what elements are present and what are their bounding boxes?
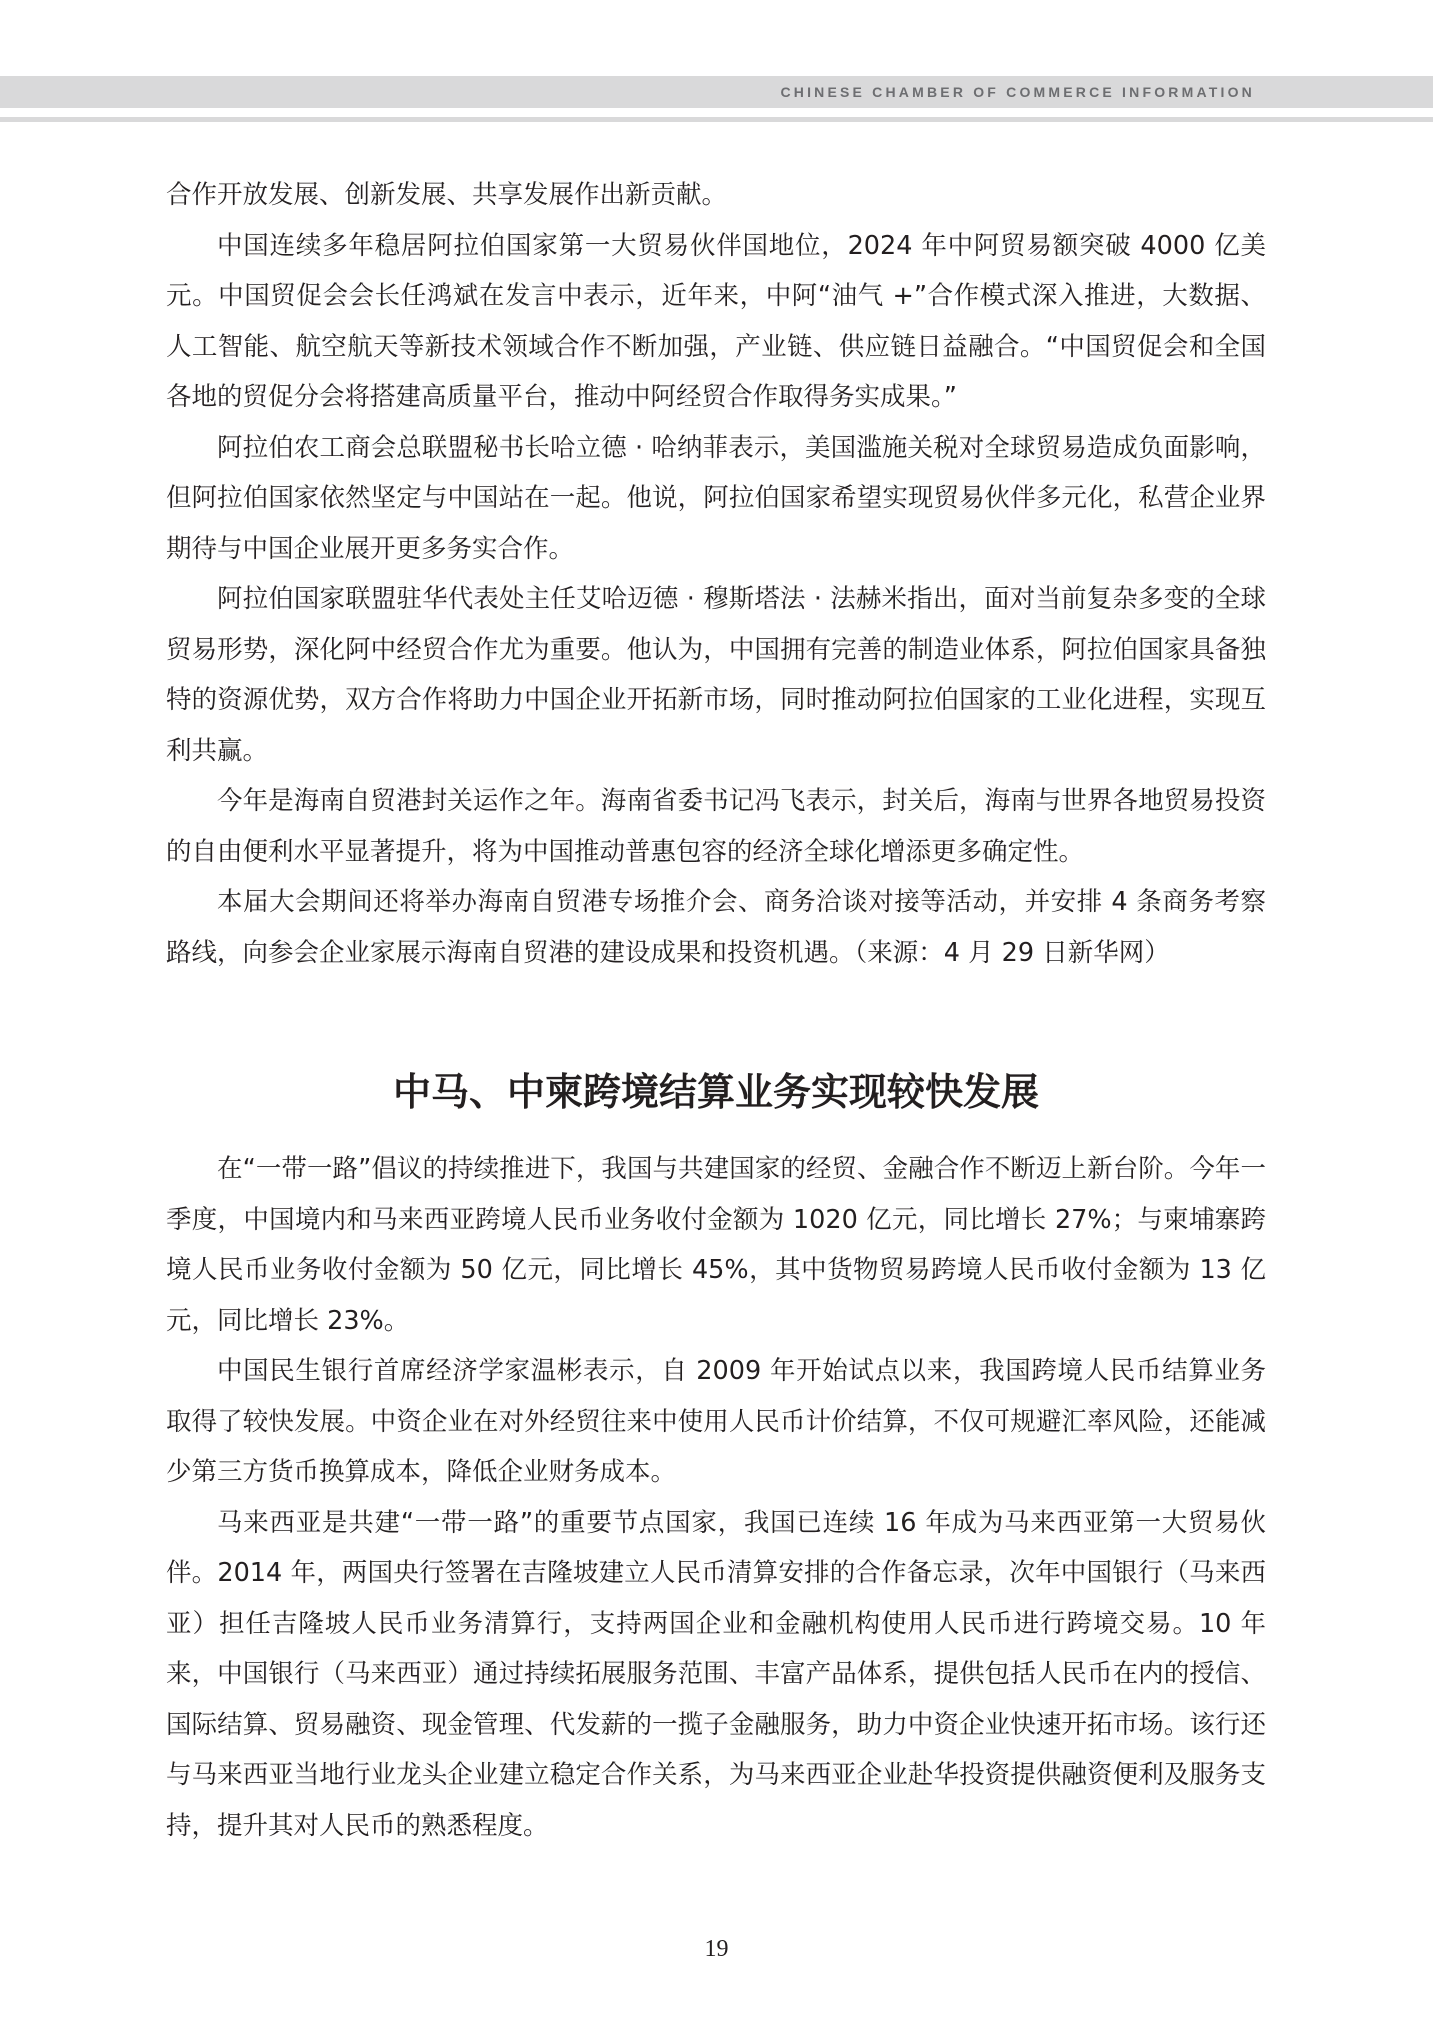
page-number: 19 — [704, 1936, 729, 1962]
paragraph: 阿拉伯农工商会总联盟秘书长哈立德 · 哈纳菲表示，美国滥施关税对全球贸易造成负面影响，但阿拉伯国家依然坚定与中国站在一起。他说，阿拉伯国家希望实现贸易伙伴多元化，私营企业界期待与中国企业展开更多务实合作。 — [166, 432, 1266, 564]
publication-header: CHINESE CHAMBER OF COMMERCE INFORMATION — [780, 84, 1255, 100]
paragraph: 今年是海南自贸港封关运作之年。海南省委书记冯飞表示，封关后，海南与世界各地贸易投资的自由便利水平显著提升，将为中国推动普惠包容的经济全球化增添更多确定性。 — [166, 786, 1266, 867]
article-body — [166, 1144, 1266, 1851]
paragraph: 在“一带一路”倡议的持续推进下，我国与共建国家的经贸、金融合作不断迈上新台阶。今年一季度，中国境内和马来西亚跨境人民币业务收付金额为 1020 亿元，同比增长 27%；与柬埔寨跨境人民币业务收付金额为 50 亿元，同比增长 45%，其中货物贸易跨境人民币收付金额为 13 亿元，同比增长 23%。 — [166, 1154, 1266, 1336]
article-continuation — [166, 170, 1266, 978]
header-rule — [0, 117, 1433, 122]
paragraph: 中国连续多年稳居阿拉伯国家第一大贸易伙伴国地位，2024 年中阿贸易额突破 4000 亿美元。中国贸促会会长任鸿斌在发言中表示，近年来，中阿“油气 +”合作模式深入推进，大数据、人工智能、航空航天等新技术领域合作不断加强，产业链、供应链日益融合。“中国贸促会和全国各地的贸促分会将搭建高质量平台，推动中阿经贸合作取得务实成果。” — [166, 230, 1266, 412]
paragraph: 马来西亚是共建“一带一路”的重要节点国家，我国已连续 16 年成为马来西亚第一大贸易伙伴。2014 年，两国央行签署在吉隆坡建立人民币清算安排的合作备忘录，次年中国银行（马来西亚）担任吉隆坡人民币业务清算行，支持两国企业和金融机构使用人民币进行跨境交易。10 年来，中国银行（马来西亚）通过持续拓展服务范围、丰富产品体系，提供包括人民币在内的授信、国际结算、贸易融资、现金管理、代发薪的一揽子金融服务，助力中资企业快速开拓市场。该行还与马来西亚当地行业龙头企业建立稳定合作关系，为马来西亚企业赴华投资提供融资便利及服务支持，提升其对人民币的熟悉程度。 — [166, 1507, 1266, 1841]
paragraph: 阿拉伯国家联盟驻华代表处主任艾哈迈德 · 穆斯塔法 · 法赫米指出，面对当前复杂多变的全球贸易形势，深化阿中经贸合作尤为重要。他认为，中国拥有完善的制造业体系，阿拉伯国家具备独特的资源优势，双方合作将助力中国企业开拓新市场，同时推动阿拉伯国家的工业化进程，实现互利共赢。 — [166, 584, 1266, 766]
paragraph: 中国民生银行首席经济学家温彬表示，自 2009 年开始试点以来，我国跨境人民币结算业务取得了较快发展。中资企业在对外经贸往来中使用人民币计价结算，不仅可规避汇率风险，还能减少第三方货币换算成本，降低企业财务成本。 — [166, 1356, 1266, 1487]
paragraph: 本届大会期间还将举办海南自贸港专场推介会、商务洽谈对接等活动，并安排 4 条商务考察路线，向参会企业家展示海南自贸港的建设成果和投资机遇。（来源：4 月 29 日新华网） — [166, 887, 1266, 968]
article-title: 中马、中柬跨境结算业务实现较快发展 — [392, 1070, 1039, 1114]
paragraph: 合作开放发展、创新发展、共享发展作出新贡献。 — [166, 180, 728, 210]
